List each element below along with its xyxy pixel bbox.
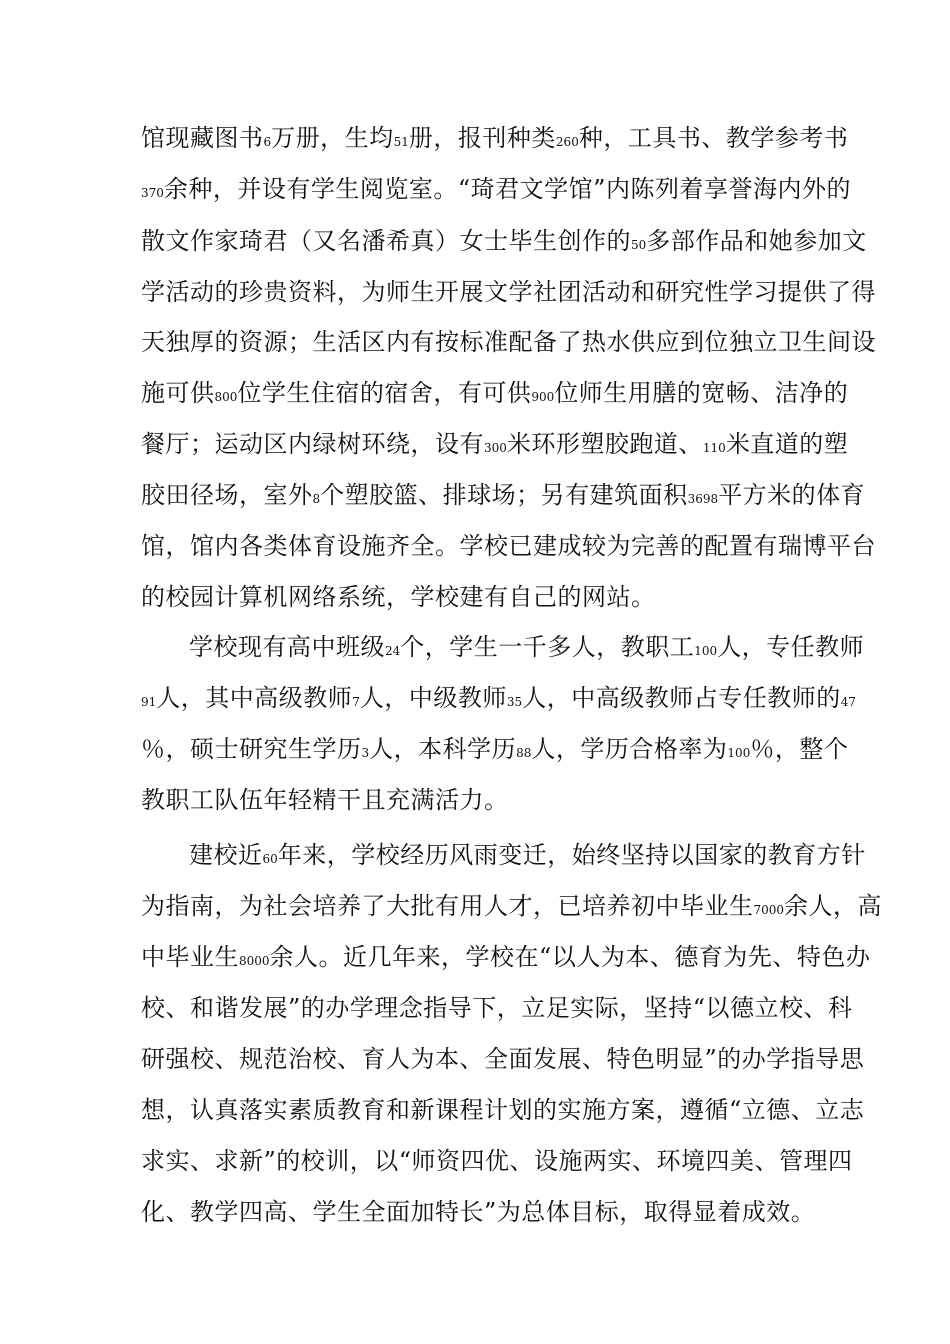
- text-segment: 馆现藏图书: [141, 124, 264, 152]
- text-segment: 胶田径场，室外: [141, 481, 313, 509]
- text-segment: 建校近: [189, 841, 263, 869]
- text-segment: 米环形塑胶跑道、: [506, 430, 703, 458]
- paragraph-2-line: [141, 785, 509, 815]
- text-segment: 人，学历合格率为: [531, 735, 728, 763]
- text-segment: 个，学生一千多人，教职工: [400, 633, 695, 661]
- number-text: 50: [631, 238, 647, 252]
- text-segment: 年来，学校经历风雨变迁，始终坚持以国家的教育方针: [277, 841, 866, 869]
- paragraph-3-line: [141, 1197, 815, 1227]
- number-text: 3: [361, 746, 370, 760]
- text-segment: 散文作家琦君（又名潘希真）女士毕生创作的: [141, 227, 631, 255]
- text-segment: 施可供: [141, 379, 215, 407]
- number-text: 300: [484, 441, 507, 455]
- paragraph-1-line: [141, 582, 656, 612]
- paragraph-3-line: [189, 840, 866, 874]
- paragraph-2-line: [141, 683, 856, 717]
- text-segment: 为指南，为社会培养了大批有用人才，已培养初中毕业生: [141, 892, 754, 920]
- text-segment: 个塑胶篮、排球场；另有建筑面积: [320, 481, 688, 509]
- text-segment: 余人。近几年来，学校在“以人为本、德育为先、特色办: [269, 943, 871, 971]
- number-text: 6: [263, 135, 272, 149]
- paragraph-1-line: [141, 123, 848, 157]
- number-text: 100: [727, 746, 751, 760]
- text-segment: 册，报刊种类: [408, 124, 556, 152]
- paragraph-3-line: [141, 1095, 864, 1125]
- number-text: 370: [141, 186, 164, 200]
- text-segment: 天独厚的资源；生活区内有按标准配备了热水供应到位独立卫生间设: [141, 328, 876, 356]
- number-text: 110: [702, 441, 726, 455]
- number-text: 800: [214, 390, 238, 404]
- paragraph-1-line: [141, 226, 867, 260]
- text-segment: 米直道的塑: [725, 430, 849, 458]
- text-segment: 校、和谐发展”的办学理念指导下，立足实际，坚持“以德立校、科: [141, 994, 853, 1022]
- paragraph-1-line: [141, 378, 848, 412]
- paragraph-1-line: [141, 327, 876, 357]
- number-text: 60: [262, 852, 278, 866]
- text-segment: 万册，生均: [271, 124, 394, 152]
- number-text: 8: [312, 492, 321, 506]
- paragraph-3-line: [141, 993, 853, 1023]
- text-segment: 化、教学四高、学生全面加特长”为总体目标，取得显着成效。: [141, 1198, 816, 1226]
- number-text: 900: [531, 390, 555, 404]
- text-segment: 研强校、规范治校、育人为本、全面发展、特色明显”的办学指导思: [141, 1045, 865, 1073]
- paragraph-3-line: [141, 1044, 864, 1074]
- paragraph-3-line: [141, 942, 870, 976]
- text-segment: 中毕业生: [141, 943, 239, 971]
- paragraph-2-line: [141, 734, 848, 768]
- number-text: 35: [506, 695, 523, 709]
- text-segment: 人，中级教师: [359, 684, 507, 712]
- text-segment: 位学生住宿的宿舍，有可供: [237, 379, 532, 407]
- number-text: 91: [141, 695, 157, 709]
- paragraph-1-line: [141, 480, 865, 514]
- text-segment: 的校园计算机网络系统，学校建有自己的网站。: [141, 583, 656, 611]
- text-segment: 学校现有高中班级: [189, 633, 385, 661]
- text-segment: 多部作品和她参加文: [646, 227, 867, 255]
- text-segment: 学活动的珍贵资料，为师生开展文学社团活动和研究性学习提供了得: [141, 278, 876, 306]
- text-segment: ％，整个: [750, 735, 849, 763]
- paragraph-3-line: [141, 891, 882, 925]
- text-segment: 教职工队伍年轻精干且充满活力。: [141, 786, 509, 814]
- paragraph-1-line: [141, 429, 848, 463]
- text-segment: 馆，馆内各类体育设施齐全。学校已建成较为完善的配置有瑞博平台: [141, 532, 876, 560]
- number-text: 47: [840, 695, 856, 709]
- paragraph-1-line: [141, 174, 851, 208]
- text-segment: 余人，高: [784, 892, 883, 920]
- number-text: 260: [555, 135, 579, 149]
- text-segment: 平方米的体育: [718, 481, 866, 509]
- paragraph-3-line: [141, 1146, 853, 1176]
- number-text: 3698: [687, 492, 719, 506]
- number-text: 24: [385, 644, 401, 658]
- text-segment: 人，专任教师: [717, 633, 865, 661]
- text-segment: 想，认真落实素质教育和新课程计划的实施方案，遵循“立德、立志: [141, 1096, 865, 1124]
- text-segment: ％，硕士研究生学历: [141, 735, 362, 763]
- number-text: 100: [694, 644, 718, 658]
- text-segment: 餐厅；运动区内绿树环绕，设有: [141, 430, 484, 458]
- text-segment: 位师生用膳的宽畅、洁净的: [554, 379, 849, 407]
- paragraph-1-line: [141, 531, 876, 561]
- paragraph-1-line: [141, 277, 876, 307]
- number-text: 7: [352, 695, 360, 709]
- text-segment: 余种，并设有学生阅览室。“琦君文学馆”内陈列着享誉海内外的: [163, 175, 851, 203]
- number-text: 88: [516, 746, 532, 760]
- number-text: 51: [393, 135, 409, 149]
- text-segment: 人，中高级教师占专任教师的: [522, 684, 841, 712]
- text-segment: 人，本科学历: [369, 735, 517, 763]
- text-segment: 种，工具书、教学参考书: [578, 124, 849, 152]
- number-text: 8000: [239, 954, 270, 968]
- text-segment: 求实、求新”的校训，以“师资四优、设施两实、环境四美、管理四: [141, 1147, 853, 1175]
- paragraph-2-line: [189, 632, 864, 666]
- text-segment: 人，其中高级教师: [156, 684, 353, 712]
- number-text: 7000: [753, 903, 785, 917]
